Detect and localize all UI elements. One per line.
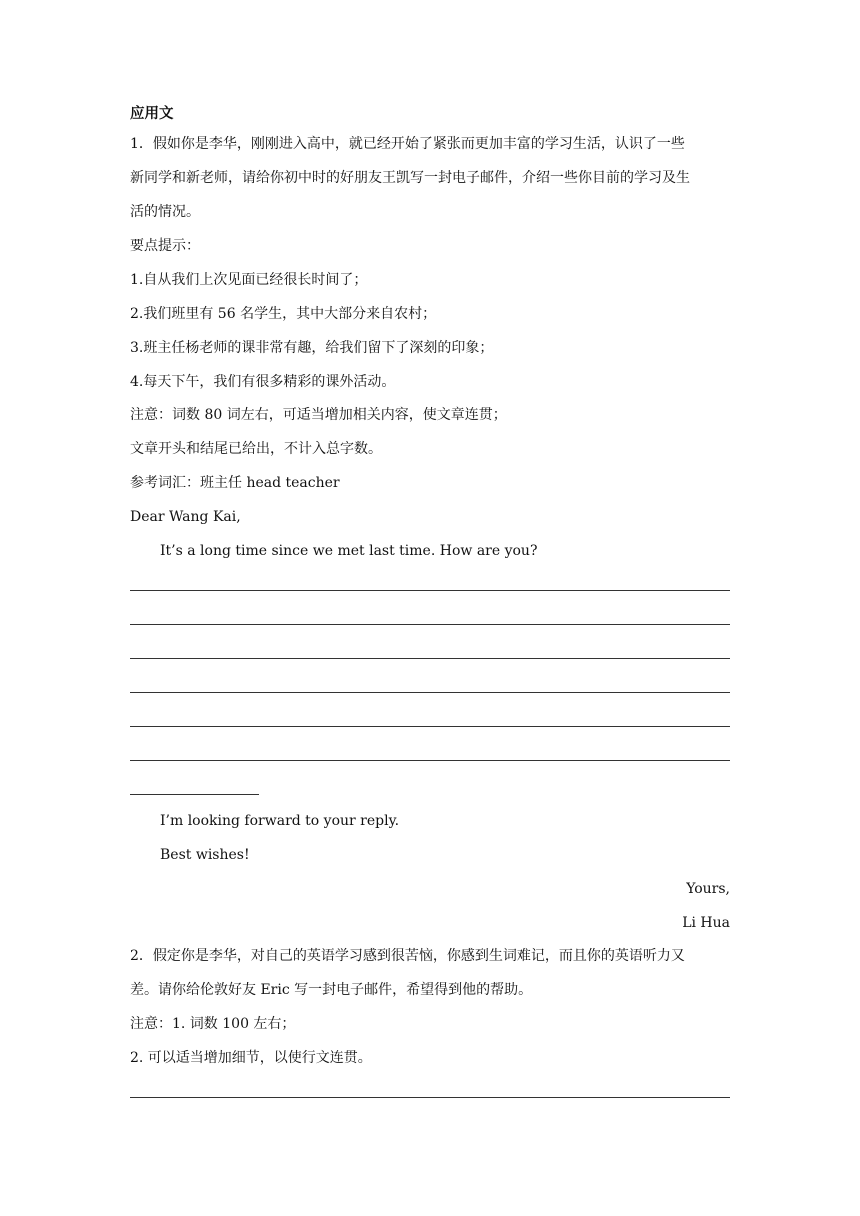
q2-prompt-line: 差。请你给伦敦好友 Eric 写一封电子邮件，希望得到他的帮助。	[130, 982, 533, 998]
letter-opening: It’s a long time since we met last time. How are you?	[160, 543, 538, 559]
document-page	[130, 0, 730, 1216]
answer-line	[130, 590, 730, 591]
q1-tips-label: 要点提示：	[130, 238, 200, 254]
letter-signoff: Yours,	[686, 881, 730, 897]
q1-point: 1.自从我们上次见面已经很长时间了；	[130, 272, 368, 288]
q2-prompt-line: 2．假定你是李华，对自己的英语学习感到很苦恼，你感到生词难记，而且你的英语听力又	[130, 948, 685, 964]
q1-note: 注意：词数 80 词左右，可适当增加相关内容，使文章连贯；	[130, 407, 507, 423]
q1-point: 3.班主任杨老师的课非常有趣，给我们留下了深刻的印象；	[130, 340, 494, 356]
q1-point: 4.每天下午，我们有很多精彩的课外活动。	[130, 374, 396, 390]
answer-line	[130, 658, 730, 659]
answer-line	[130, 1097, 730, 1098]
letter-closing: Best wishes!	[160, 847, 250, 863]
q1-prompt-line: 1．假如你是李华，刚刚进入高中，就已经开始了紧张而更加丰富的学习生活，认识了一些	[130, 136, 685, 152]
q1-note: 文章开头和结尾已给出，不计入总字数。	[130, 441, 382, 457]
q1-prompt-line: 新同学和新老师，请给你初中时的好朋友王凯写一封电子邮件，介绍一些你目前的学习及生	[130, 170, 690, 186]
letter-signature: Li Hua	[682, 915, 730, 931]
answer-line	[130, 794, 259, 795]
section-title: 应用文	[130, 105, 174, 122]
answer-line	[130, 692, 730, 693]
answer-line	[130, 760, 730, 761]
q1-vocab: 参考词汇：班主任 head teacher	[130, 475, 340, 491]
answer-line	[130, 726, 730, 727]
q1-prompt-line: 活的情况。	[130, 204, 200, 220]
q2-note: 2. 可以适当增加细节，以使行文连贯。	[130, 1050, 372, 1066]
answer-line	[130, 624, 730, 625]
q1-point: 2.我们班里有 56 名学生，其中大部分来自农村；	[130, 306, 437, 322]
letter-closing: I’m looking forward to your reply.	[160, 813, 400, 829]
letter-salutation: Dear Wang Kai,	[130, 509, 241, 525]
q2-note: 注意：1. 词数 100 左右；	[130, 1016, 296, 1032]
